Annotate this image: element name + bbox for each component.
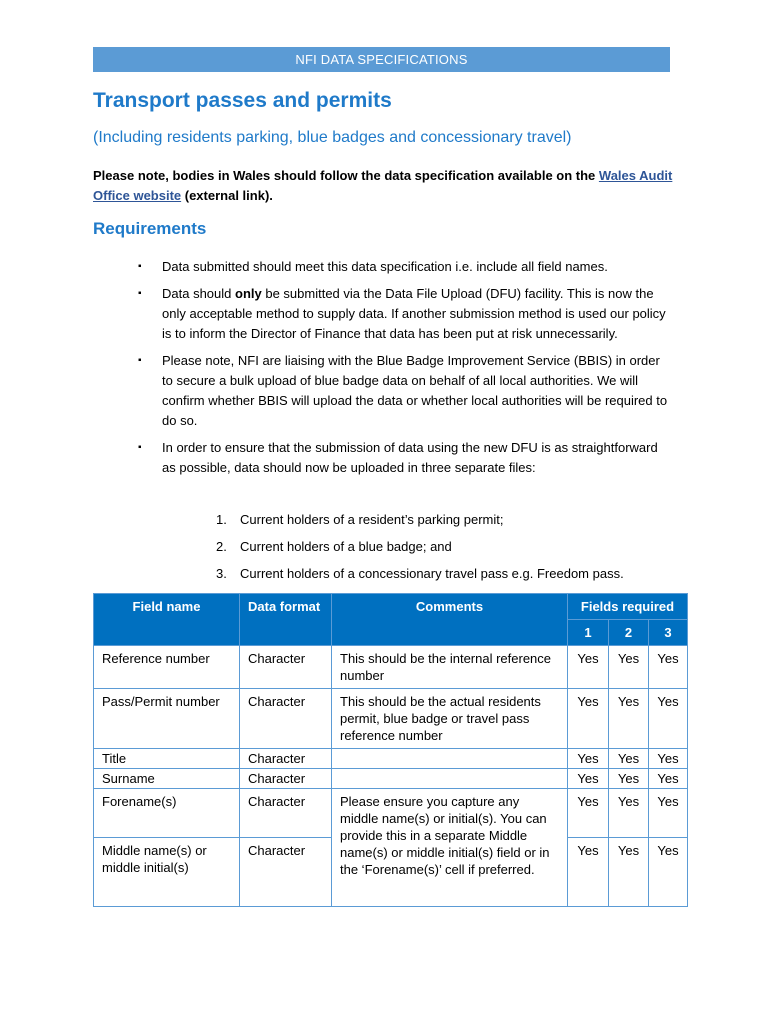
page-title: Transport passes and permits [93,89,392,112]
data-format-cell: Character [240,689,332,749]
required-cell: Yes [609,769,649,789]
required-cell: Yes [568,789,609,838]
header-fields-required: Fields required [568,594,688,620]
wales-audit-office-link[interactable]: Wales Audit Office website [93,168,673,203]
header-banner: NFI DATA SPECIFICATIONS [93,47,670,72]
note-suffix: (external link). [181,188,273,203]
required-cell: Yes [609,749,649,769]
list-item: ▪ Data should only be submitted via the Data File Upload (DFU) facility. This is now the only acceptable method to supply data. If another submission method is used our policy is to inform the Director of Finance that data has been put at risk unnecessarily. [138,286,666,341]
data-format-cell: Character [240,789,332,838]
header-field-name: Field name [94,594,240,646]
comment-cell: This should be the actual residents permit, blue badge or travel pass reference number [332,689,568,749]
bullet-icon: ▪ [138,261,142,272]
required-cell: Yes [568,646,609,689]
table-row [94,689,688,749]
bullet-icon: ▪ [138,288,142,299]
required-cell: Yes [609,646,649,689]
field-name-cell: Pass/Permit number [94,689,240,749]
data-format-cell: Character [240,838,332,907]
wales-note [93,166,673,206]
required-cell: Yes [568,689,609,749]
required-cell: Yes [649,646,688,689]
required-cell: Yes [609,689,649,749]
required-cell: Yes [649,749,688,769]
page-subtitle: (Including residents parking, blue badges and concessionary travel) [93,129,572,146]
required-cell: Yes [568,769,609,789]
header-data-format: Data format [240,594,332,646]
table-row [94,789,688,838]
file-list [216,510,624,591]
list-item: 2. Current holders of a blue badge; and [216,539,452,554]
table-row [94,646,688,689]
required-cell: Yes [609,838,649,907]
table-row [94,769,688,789]
field-name-cell: Title [94,749,240,769]
comment-cell: Please ensure you capture any middle name(s) or initial(s). You can provide this in a separate Middle name(s) or middle initial(s) field or in the ‘Forename(s)’ cell if preferred. [332,789,568,907]
data-format-cell: Character [240,646,332,689]
required-cell: Yes [568,749,609,769]
required-cell: Yes [568,838,609,907]
table-row [94,749,688,769]
field-name-cell: Reference number [94,646,240,689]
bullet-icon: ▪ [138,442,142,453]
required-cell: Yes [649,789,688,838]
header-file-1: 1 [568,620,609,646]
list-item: ▪ Please note, NFI are liaising with the Blue Badge Improvement Service (BBIS) in order to secure a bulk upload of blue badge data on behalf of all local authorities. We will confirm whether BBIS will upload the data or whether local authorities will be required to do so. [138,353,668,428]
list-item: 3. Current holders of a concessionary travel pass e.g. Freedom pass. [216,566,624,581]
field-name-cell: Surname [94,769,240,789]
required-cell: Yes [609,789,649,838]
required-cell: Yes [649,838,688,907]
list-item: ▪ In order to ensure that the submission of data using the new DFU is as straightforward as possible, data should now be uploaded in three separate files: [138,440,658,475]
header-file-3: 3 [649,620,688,646]
comment-cell [332,749,568,769]
header-file-2: 2 [609,620,649,646]
specification-table [93,593,688,907]
required-cell: Yes [649,769,688,789]
bullet-icon: ▪ [138,355,142,366]
required-cell: Yes [649,689,688,749]
field-name-cell: Middle name(s) or middle initial(s) [94,838,240,907]
data-format-cell: Character [240,769,332,789]
requirements-list [138,257,673,485]
list-item: ▪ Data submitted should meet this data specification i.e. include all field names. [138,257,673,277]
requirements-heading: Requirements [93,219,207,238]
field-name-cell: Forename(s) [94,789,240,838]
header-comments: Comments [332,594,568,646]
data-format-cell: Character [240,749,332,769]
comment-cell [332,769,568,789]
note-prefix: Please note, bodies in Wales should follow the data specification available on the [93,168,599,183]
list-item: 1. Current holders of a resident’s parking permit; [216,512,504,527]
comment-cell: This should be the internal reference number [332,646,568,689]
